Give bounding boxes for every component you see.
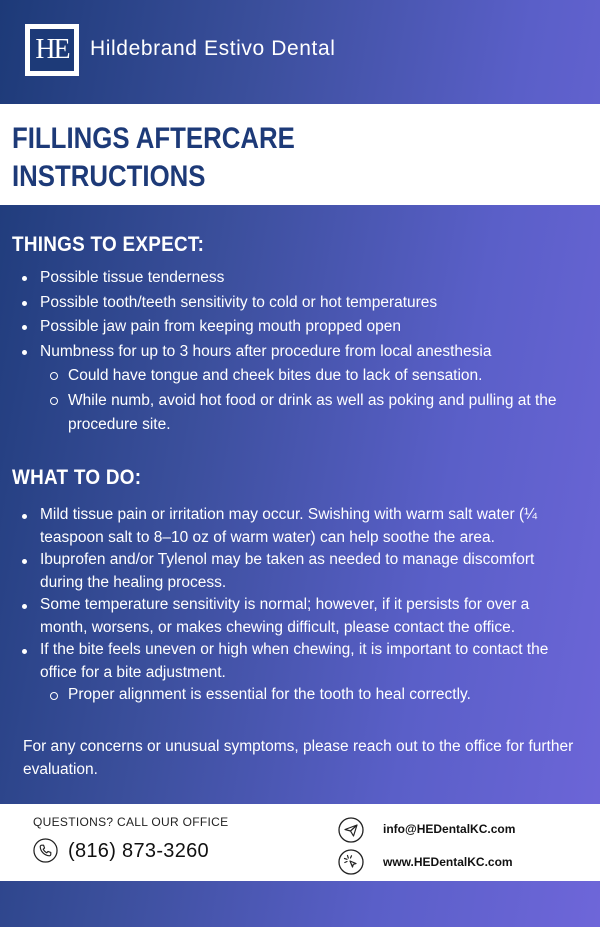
expect-sub-list [40, 364, 580, 438]
phone-icon [33, 838, 58, 863]
bottom-band [0, 881, 600, 927]
logo [25, 24, 79, 76]
expect-list [20, 266, 580, 438]
title-band [0, 104, 600, 205]
list-item: Ibuprofen and/or Tylenol may be taken as needed to manage discomfort during the healing process. [20, 549, 580, 594]
cursor-click-icon [338, 849, 364, 875]
contact-footer [0, 804, 600, 881]
website-link[interactable]: www.HEDentalKC.com [383, 855, 513, 869]
list-item: Possible jaw pain from keeping mouth propped open [20, 315, 580, 340]
page-title-line-2: INSTRUCTIONS [12, 160, 206, 193]
phone-number[interactable]: (816) 873-3260 [68, 840, 209, 862]
closing-note: For any concerns or unusual symptoms, please reach out to the office for further evaluation. [23, 738, 574, 778]
sub-list-item: Could have tongue and cheek bites due to lack of sensation. [48, 364, 580, 389]
list-item: Possible tissue tenderness [20, 266, 580, 291]
expect-heading: THINGS TO EXPECT: [12, 233, 205, 256]
list-item-text: If the bite feels uneven or high when chewing, it is important to contact the office for a bite adjustment. [40, 641, 549, 681]
header [0, 0, 600, 104]
sub-list-item: While numb, avoid hot food or drink as well as poking and pulling at the procedure site. [48, 389, 568, 438]
email-link[interactable]: info@HEDentalKC.com [383, 822, 516, 836]
brand-name: Hildebrand Estivo Dental [90, 37, 336, 60]
page-title [12, 120, 494, 196]
list-item-text: Numbness for up to 3 hours after procedure from local anesthesia [40, 342, 492, 360]
sub-list-item: Proper alignment is essential for the tooth to heal correctly. [48, 684, 580, 707]
paper-plane-icon [338, 817, 364, 843]
list-item: Possible tooth/teeth sensitivity to cold or hot temperatures [20, 291, 580, 316]
todo-heading: WHAT TO DO: [12, 466, 142, 489]
call-prompt: QUESTIONS? CALL OUR OFFICE [33, 815, 229, 829]
list-item: Mild tissue pain or irritation may occur. Swishing with warm salt water (¼ teaspoon salt to 8–10 oz of warm water) can help soothe the area. [20, 504, 580, 549]
page-title-line-1: FILLINGS AFTERCARE [12, 122, 295, 155]
todo-list [20, 504, 580, 707]
list-item: Some temperature sensitivity is normal; however, if it persists for over a month, worsens, or makes chewing difficult, please contact the office. [20, 594, 580, 639]
list-item [20, 639, 580, 707]
todo-sub-list [40, 684, 580, 707]
list-item [20, 340, 580, 438]
logo-mark: HE [29, 28, 75, 72]
